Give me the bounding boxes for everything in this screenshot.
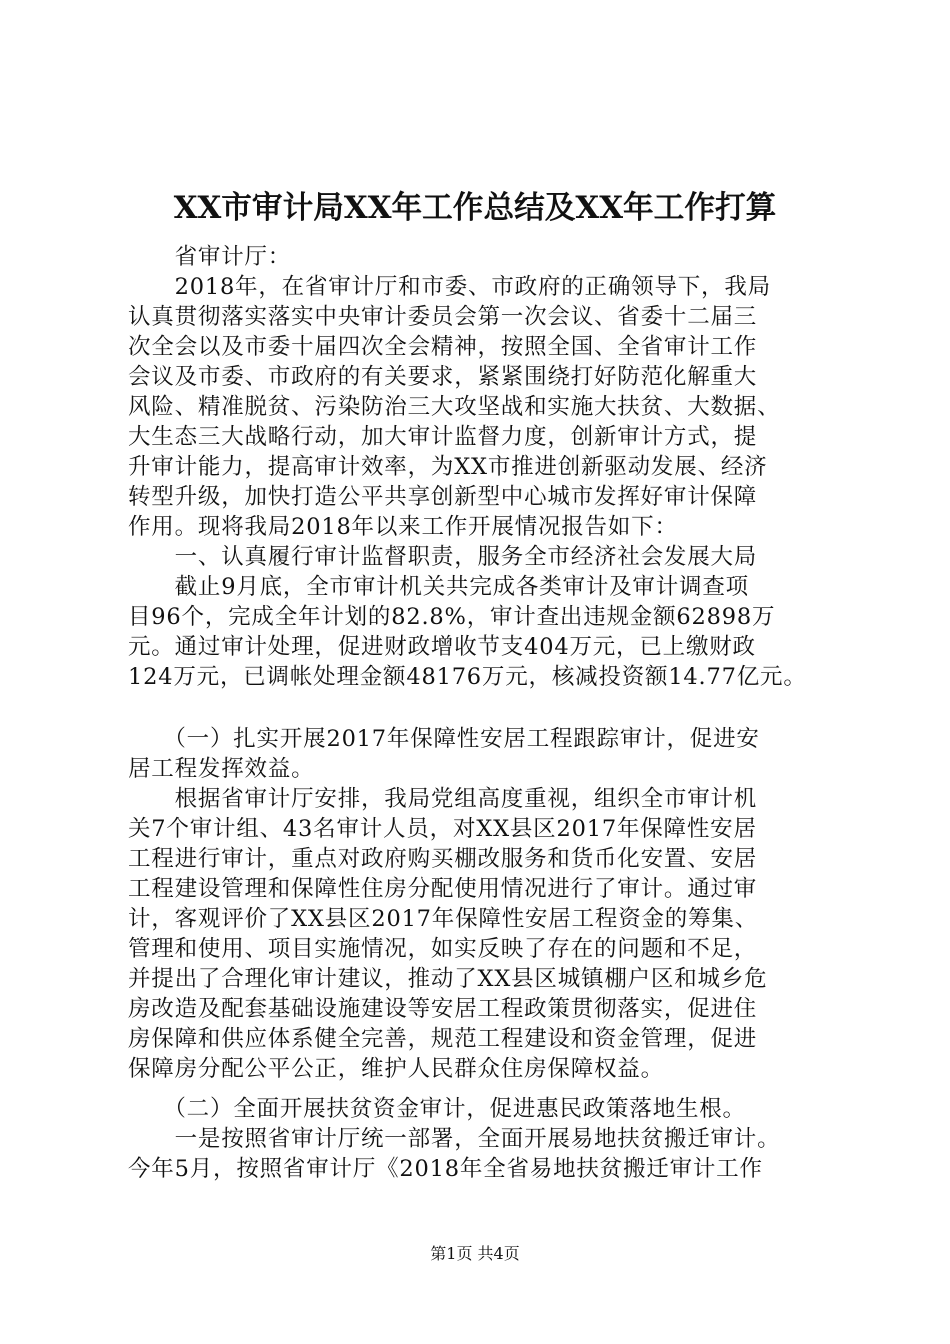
body-line: 认真贯彻落实落实中央审计委员会第一次会议、省委十二届三 (128, 304, 758, 330)
page-number: 第1页 共4页 (430, 1244, 520, 1263)
body-line: 截止9月底，全市审计机关共完成各类审计及审计调查项 (128, 574, 749, 600)
body-line: 工程进行审计，重点对政府购买棚改服务和货币化安置、安居 (128, 846, 758, 872)
body-line: 保障房分配公平公正，维护人民群众住房保障权益。 (128, 1056, 664, 1082)
body-line: 目96个，完成全年计划的82.8%，审计查出违规金额62898万 (128, 604, 776, 630)
body-line: 房改造及配套基础设施建设等安居工程政策贯彻落实，促进住 (128, 996, 758, 1022)
body-line: 2018年，在省审计厅和市委、市政府的正确领导下，我局 (128, 274, 771, 300)
body-line: 今年5月，按照省审计厅《2018年全省易地扶贫搬迁审计工作 (128, 1156, 763, 1182)
document-title: XX市审计局XX年工作总结及XX年工作打算 (173, 190, 777, 226)
body-line: 并提出了合理化审计建议，推动了XX县区城镇棚户区和城乡危 (128, 966, 768, 992)
body-line: 根据省审计厅安排，我局党组高度重视，组织全市审计机 (128, 786, 758, 812)
body-line: 一是按照省审计厅统一部署，全面开展易地扶贫搬迁审计。 (128, 1126, 781, 1152)
body-line: 124万元，已调帐处理金额48176万元，核减投资额14.77亿元。 (128, 664, 807, 690)
body-line: 关7个审计组、43名审计人员，对XX县区2017年保障性安居 (128, 816, 757, 842)
subsection-heading: （二）全面开展扶贫资金审计，促进惠民政策落地生根。 (128, 1096, 746, 1122)
section-heading: 一、认真履行审计监督职责，服务全市经济社会发展大局 (128, 544, 758, 570)
body-line: 管理和使用、项目实施情况，如实反映了存在的问题和不足， (128, 936, 758, 962)
body-line: 转型升级，加快打造公平共享创新型中心城市发挥好审计保障 (128, 484, 758, 510)
body-line: 大生态三大战略行动，加大审计监督力度，创新审计方式，提 (128, 424, 758, 450)
body-line: 计，客观评价了XX县区2017年保障性安居工程资金的筹集、 (128, 906, 758, 932)
body-line: 元。通过审计处理，促进财政增收节支404万元，已上缴财政 (128, 634, 756, 660)
body-line: 风险、精准脱贫、污染防治三大攻坚战和实施大扶贫、大数据、 (128, 394, 781, 420)
body-line: 工程建设管理和保障性住房分配使用情况进行了审计。通过审 (128, 876, 758, 902)
body-line: 作用。现将我局2018年以来工作开展情况报告如下： (128, 514, 678, 540)
body-line: 升审计能力，提高审计效率，为XX市推进创新驱动发展、经济 (128, 454, 768, 480)
body-line: 房保障和供应体系健全完善，规范工程建设和资金管理，促进 (128, 1026, 758, 1052)
subsection-heading: （一）扎实开展2017年保障性安居工程跟踪审计，促进安 (128, 726, 760, 752)
body-line: 会议及市委、市政府的有关要求，紧紧围绕打好防范化解重大 (128, 364, 758, 390)
body-line: 次全会以及市委十届四次全会精神，按照全国、全省审计工作 (128, 334, 758, 360)
body-line: 省审计厅： (128, 244, 292, 270)
subsection-heading: 居工程发挥效益。 (128, 756, 315, 782)
